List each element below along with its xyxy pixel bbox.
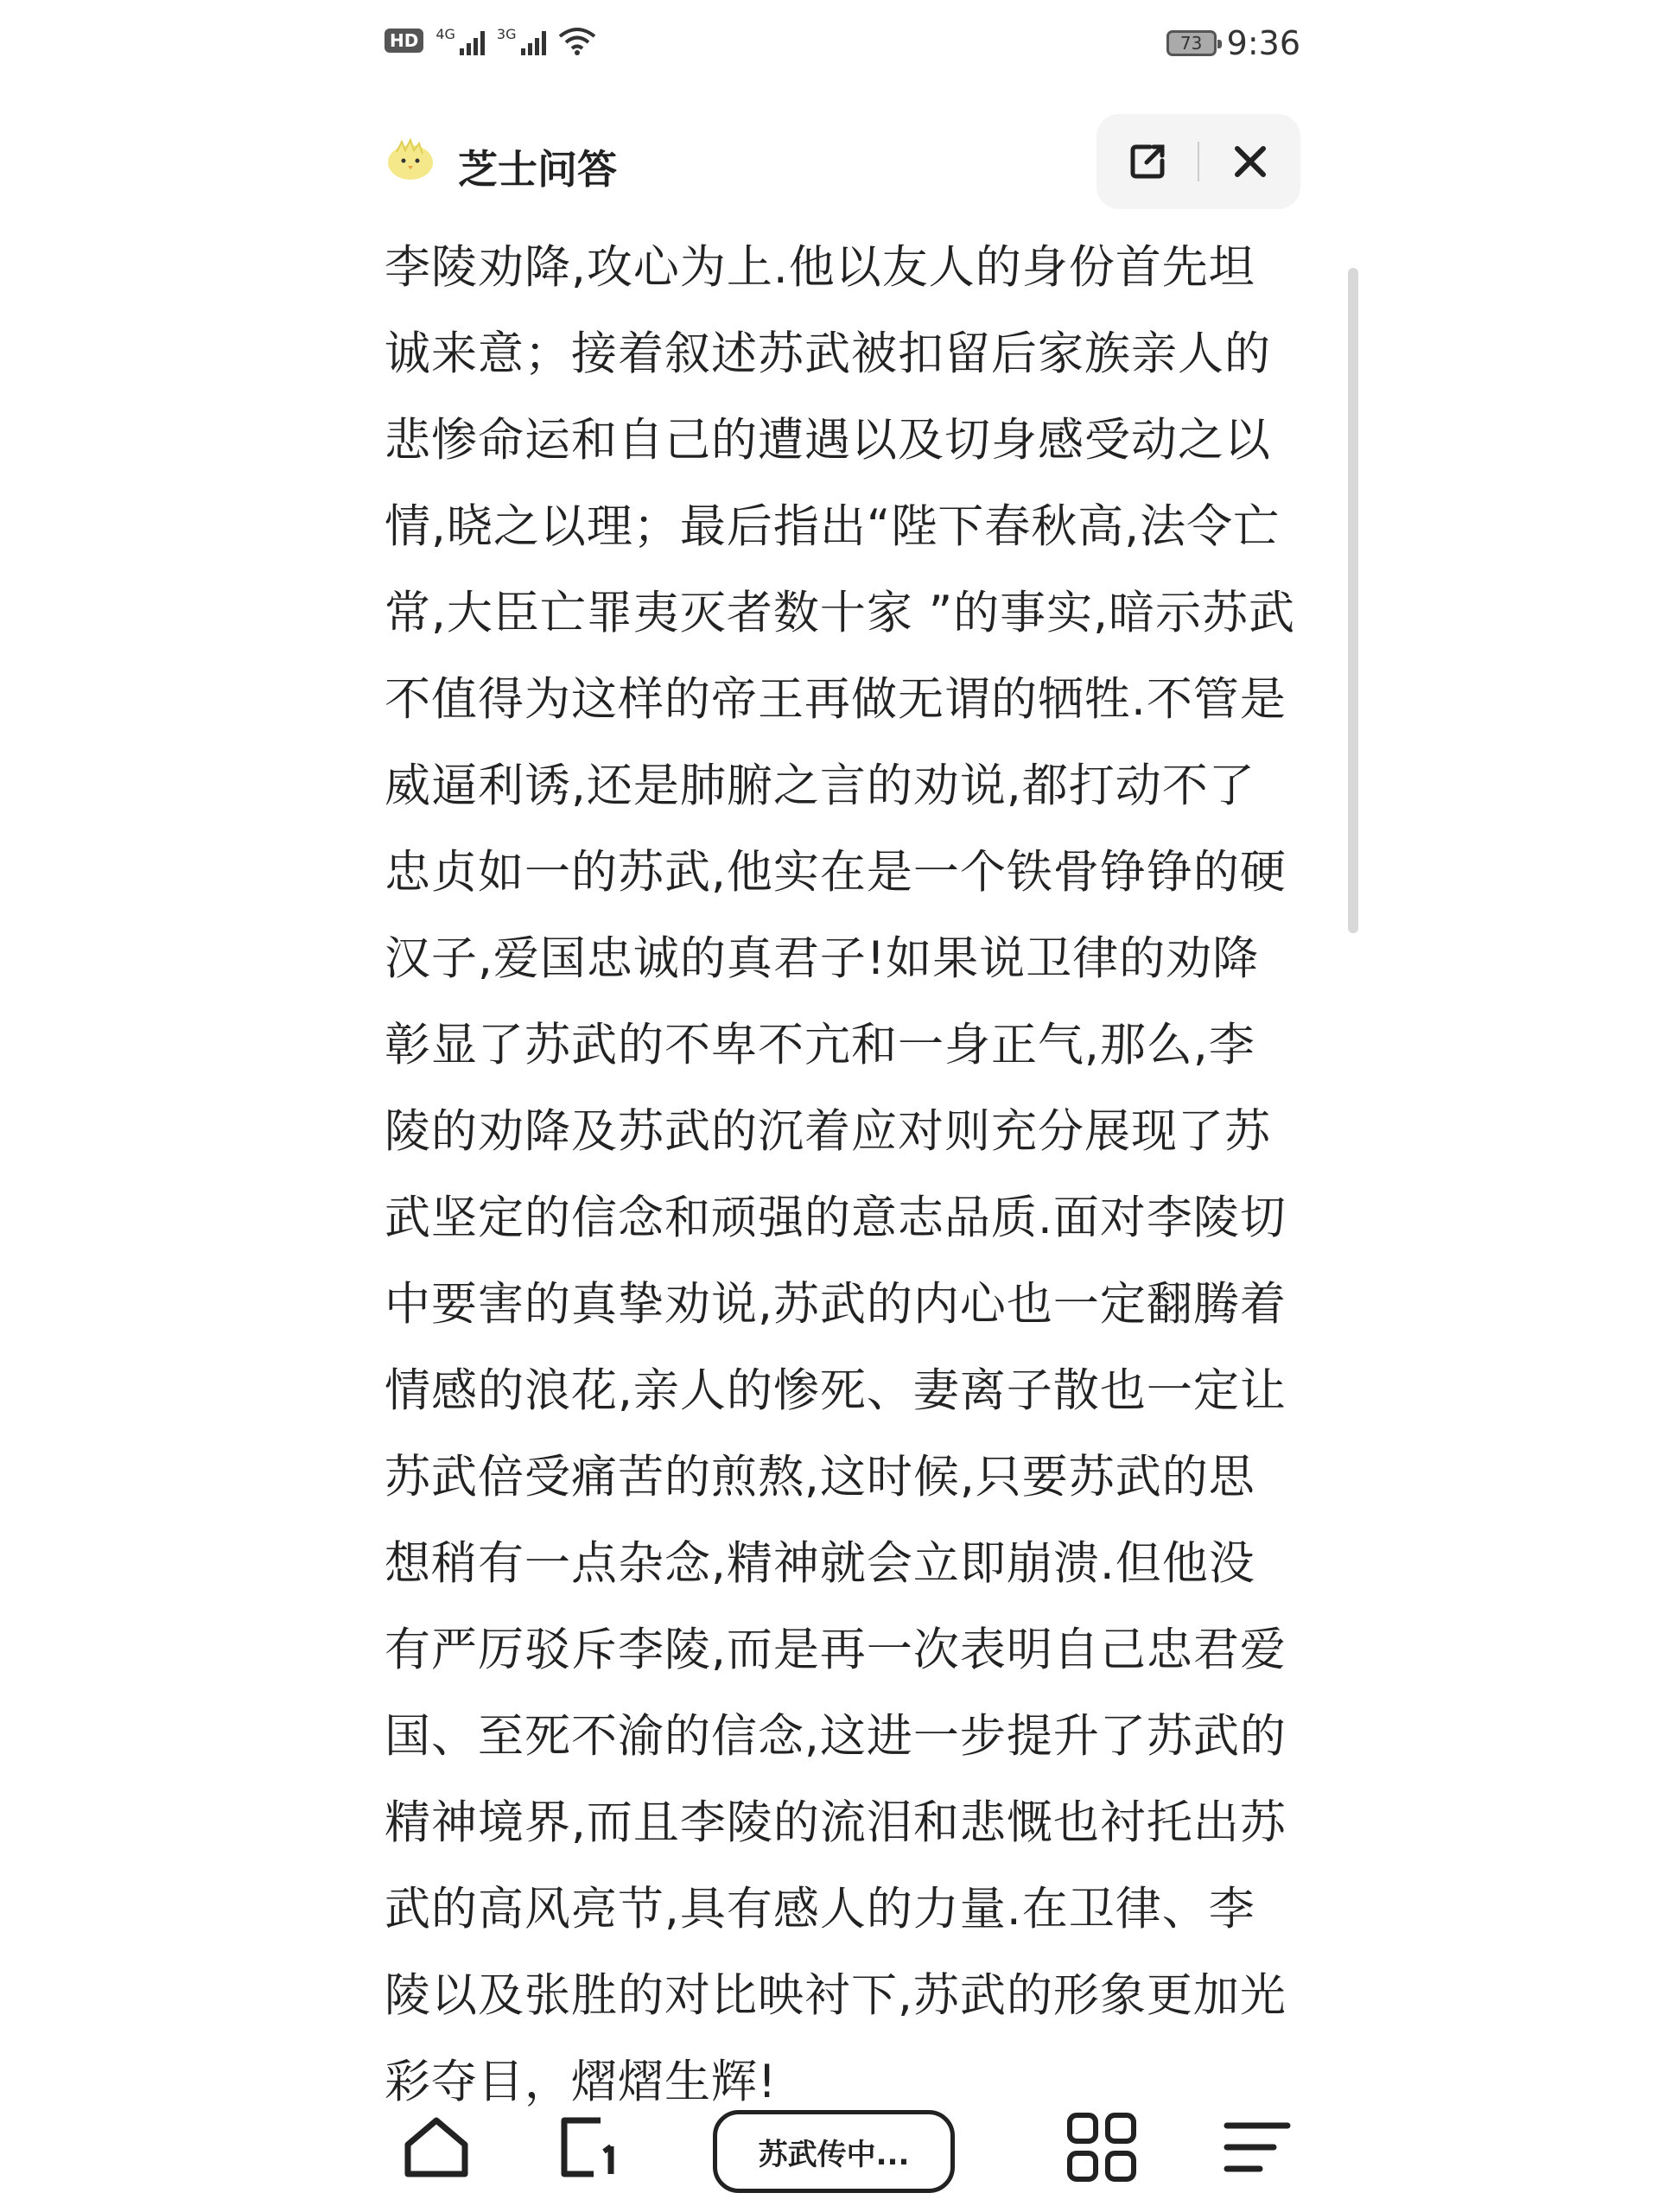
article-line: 武坚定的信念和顽强的意志品质.面对李陵切 [385,1192,1287,1244]
battery-icon [1166,30,1217,56]
article-line: 精神境界,而且李陵的流泪和悲慨也衬托出苏 [385,1796,1287,1849]
article-line: 武的高风亮节,具有感人的力量.在卫律、李 [385,1883,1255,1936]
article-line: 常,大臣亡罪夷灭者数十家 ”的事实,暗示苏武 [385,587,1295,639]
article-content [385,225,1300,2108]
close-icon [1230,142,1270,181]
article-line: 李陵劝降,攻心为上.他以友人的身份首先坦 [385,241,1255,294]
app-header [385,104,1300,216]
wifi-icon [558,26,596,55]
article-line: 威逼利诱,还是肺腑之言的劝说,都打动不了 [385,760,1255,812]
new-tab-icon [549,2108,626,2186]
app-title: 芝士问答 [458,146,617,193]
article-line: 陵以及张胜的对比映衬下,苏武的形象更加光 [385,1969,1287,2022]
article-line: 彩夺目，熠熠生辉! [385,2056,778,2108]
article-line: 不值得为这样的帝王再做无谓的牺牲.不管是 [385,673,1287,726]
share-button[interactable] [1096,114,1198,209]
article-line: 苏武倍受痛苦的煎熬,这时候,只要苏武的思 [385,1451,1255,1503]
status-left [385,26,596,55]
scrollbar[interactable] [1348,268,1358,933]
article-line: 彰显了苏武的不卑不亢和一身正气,那么,李 [385,1019,1255,1071]
article-line: 有严厉驳斥李陵,而是再一次表明自己忠君爱 [385,1624,1287,1676]
close-button[interactable] [1199,114,1300,209]
article-line: 悲惨命运和自己的遭遇以及切身感受动之以 [385,414,1271,467]
apps-grid-icon [1063,2108,1141,2186]
home-button[interactable] [397,2108,475,2186]
article-line: 汉子,爱国忠诚的真君子!如果说卫律的劝降 [385,932,1260,985]
bottom-nav [385,2091,1300,2212]
article-line: 诚来意；接着叙述苏武被扣留后家族亲人的 [385,327,1271,380]
signal-3g-icon [497,26,546,55]
signal-3g-label: 3G [496,26,517,42]
chick-logo-icon [385,135,436,183]
menu-button[interactable] [1218,2108,1296,2186]
hd-badge: HD [385,29,423,53]
clock: 9:36 [1226,24,1300,62]
battery-level: 73 [1179,33,1203,54]
mini-program-capsule [1096,114,1300,209]
article-line: 情感的浪花,亲人的惨死、妻离子散也一定让 [385,1364,1287,1417]
status-bar [385,0,1300,95]
article-line: 想稍有一点杂念,精神就会立即崩溃.但他没 [385,1537,1255,1590]
status-right [1166,24,1300,62]
article-line: 中要害的真挚劝说,苏武的内心也一定翻腾着 [385,1278,1287,1331]
article-line: 忠贞如一的苏武,他实在是一个铁骨铮铮的硬 [385,846,1287,899]
phone-screen [385,0,1300,2212]
new-page-button[interactable] [549,2108,626,2186]
home-icon [397,2108,475,2186]
signal-4g-icon [435,26,485,55]
menu-icon [1218,2108,1296,2186]
current-tab-button[interactable] [713,2110,955,2193]
signal-4g-label: 4G [435,26,455,42]
current-tab-label: 苏武传中... [758,2137,910,2172]
share-icon [1128,142,1167,181]
article-line: 国、至死不渝的信念,这进一步提升了苏武的 [385,1710,1287,1763]
article-line: 情,晓之以理；最后指出“陛下春秋高,法令亡 [385,500,1281,553]
article-line: 陵的劝降及苏武的沉着应对则充分展现了苏 [385,1105,1271,1158]
apps-button[interactable] [1063,2108,1141,2186]
